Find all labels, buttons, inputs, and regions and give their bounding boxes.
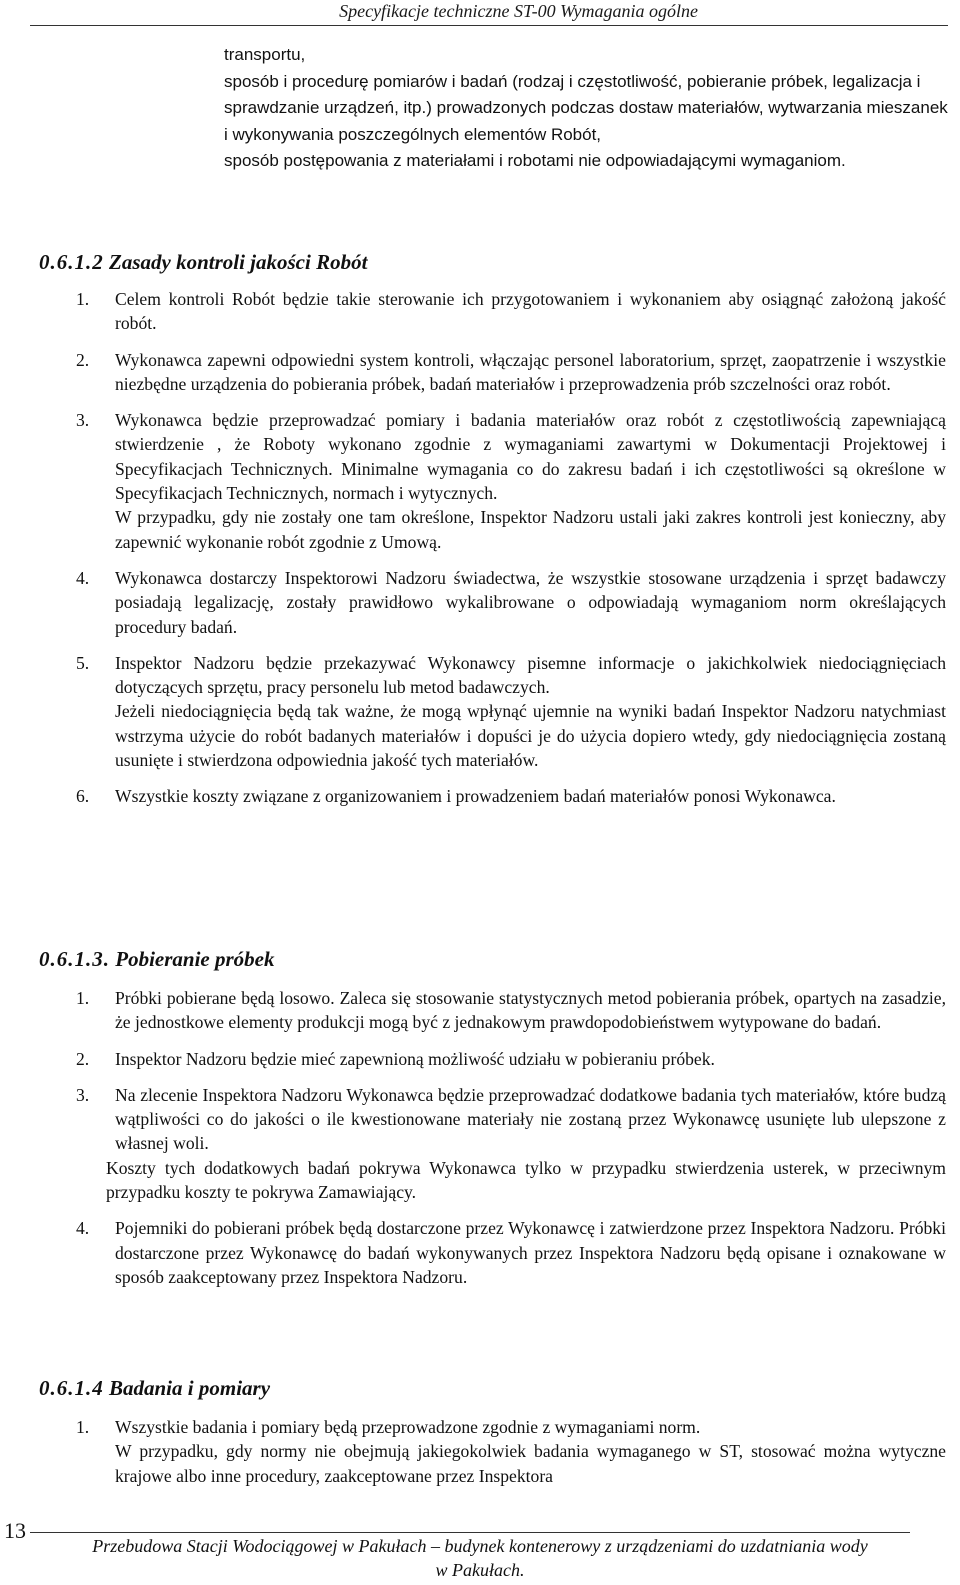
list-item: [76, 651, 946, 772]
header-rule: [30, 25, 948, 26]
intro-line: sposób i procedurę pomiarów i badań (rodzaj i częstotliwość, pobieranie próbek, legalizacja i sprawdzanie urządzeń, itp.) prowadzonych podczas dostaw materiałów, wytwarzania mieszanek i wykonywania poszczególnych elementów Robót,: [224, 71, 948, 144]
list-item: [76, 1415, 946, 1488]
section-list: [76, 986, 946, 1289]
item-number: 4.: [76, 1218, 90, 1239]
section-heading: [39, 947, 274, 972]
item-text: W przypadku, gdy nie zostały one tam określone, Inspektor Nadzoru ustali jaki zakres kontroli jest konieczny, aby zapewnić wykonanie robót zgodnie z Umową.: [115, 507, 946, 552]
item-number: 2.: [76, 349, 90, 370]
item-text: Inspektor Nadzoru będzie przekazywać Wykonawcy pisemne informacje o jakichkolwiek niedociągnięciach dotyczących sprzętu, pracy personelu lub metod badawczych.: [115, 652, 946, 698]
item-text: Wszystkie badania i pomiary będą przeprowadzone zgodnie z wymaganiami norm.: [115, 1417, 701, 1437]
list-item: [76, 1083, 946, 1204]
section-title: Badania i pomiary: [109, 1376, 271, 1400]
section-heading: [39, 1376, 270, 1401]
intro-line: sposób postępowania z materiałami i robotami nie odpowiadającymi wymaganiom.: [224, 151, 846, 170]
item-number: 3.: [76, 1084, 90, 1105]
list-item: [76, 348, 946, 397]
item-text: Koszty tych dodatkowych badań pokrywa Wykonawca tylko w przypadku stwierdzenia usterek, w przeciwnym przypadku koszty te pokrywa Zamawiający.: [106, 1157, 946, 1203]
footer-line: Przebudowa Stacji Wodociągowej w Pakułach – budynek kontenerowy z urządzeniami do uzdatniania wody: [92, 1536, 868, 1556]
footer-line: w Pakułach.: [435, 1560, 525, 1580]
section-number: 0.6.1.2: [39, 250, 104, 274]
item-text: Próbki pobierane będą losowo. Zaleca się stosowanie statystycznych metod pobierania próbek, opartych na zasadzie, że jednostkowe elementy produkcji mogą być z jednakowym prawdopodobieństwem wytypowane do badań.: [115, 988, 946, 1033]
item-text: Wykonawca dostarczy Inspektorowi Nadzoru świadectwa, że wszystkie stosowane urządzenia i sprzęt badawczy posiadają legalizację, zostały prawidłowo wykalibrowane o odpowiadają wymaganiom norm określających procedury badań.: [115, 567, 946, 637]
item-number: 5.: [76, 652, 90, 673]
list-item: [76, 287, 946, 336]
item-number: 6.: [76, 786, 90, 807]
item-text: Jeżeli niedociągnięcia będą tak ważne, że mogą wpłynąć ujemnie na wyniki badań Inspektor Nadzoru natychmiast wstrzyma użycie do robót badanych materiałów i dopuści je do użycia dopiero wtedy, gdy niedociągnięcia zostaną usunięte i stwierdzona odpowiednia jakość tych materiałów.: [115, 701, 946, 771]
item-text: Wykonawca będzie przeprowadzać pomiary i badania materiałów oraz robót z częstotliwością zapewniającą stwierdzenie , że Roboty wykonano zgodnie z wymaganiami zawartymi w Dokumentacji Projektowej i Specyfikacjach Technicznych. Minimalne wymagania co do zakresu badań i ich częstotliwości są określone w Specyfikacjach Technicznych, normach i wytycznych.: [115, 410, 946, 504]
list-item: [76, 784, 946, 808]
section-title: Pobieranie próbek: [115, 947, 275, 971]
intro-block: [224, 42, 952, 175]
list-item: [76, 986, 946, 1035]
list-item: [76, 1216, 946, 1289]
item-text: Pojemniki do pobierani próbek będą dostarczone przez Wykonawcę i zatwierdzone przez Inspektora Nadzoru. Próbki dostarczone przez Wykonawcę do badań wykonywanych przez Inspektora Nadzoru będą opisane i oznakowane w sposób zaakceptowany przez Inspektora Nadzoru.: [115, 1218, 946, 1287]
item-text: W przypadku, gdy normy nie obejmują jakiegokolwiek badania wymaganego w ST, stosować można wytyczne krajowe albo inne procedury, zaakceptowane przez Inspektora: [115, 1441, 946, 1486]
item-number: 1.: [76, 289, 90, 309]
item-text: Na zlecenie Inspektora Nadzoru Wykonawca będzie przeprowadzać dodatkowe badania tych materiałów, które budzą wątpliwości co do jakości o ile kwestionowane materiały nie zostaną przez Wykonawcę usunięte lub ulepszone z własnej woli.: [115, 1084, 946, 1154]
list-item: [76, 566, 946, 639]
page-number: 13: [4, 1518, 26, 1543]
item-text: Wszystkie koszty związane z organizowaniem i prowadzeniem badań materiałów ponosi Wykonawca.: [115, 786, 836, 807]
footer-rule: [30, 1532, 910, 1533]
section-number: 0.6.1.4: [39, 1376, 104, 1400]
item-number: 1.: [76, 988, 90, 1008]
item-number: 1.: [76, 1417, 90, 1437]
item-text: Celem kontroli Robót będzie takie sterowanie ich przygotowaniem i wykonaniem aby osiągnąć założoną jakość robót.: [115, 289, 946, 334]
intro-line: transportu,: [224, 45, 306, 64]
section-heading: [39, 250, 367, 275]
item-number: 3.: [76, 410, 90, 431]
section-number: 0.6.1.3.: [39, 947, 110, 971]
item-text: Inspektor Nadzoru będzie mieć zapewnioną możliwość udziału w pobieraniu próbek.: [115, 1048, 715, 1069]
item-number: 4.: [76, 567, 90, 588]
section-list: [76, 287, 946, 809]
item-text: Wykonawca zapewni odpowiedni system kontroli, włączając personel laboratorium, sprzęt, zaopatrzenie i wszystkie niezbędne urządzenia do pobierania próbek, badań materiałów i przeprowadzenia prób szczelności oraz robót.: [115, 349, 946, 394]
header-title: Specyfikacje techniczne ST-00 Wymagania ogólne: [339, 1, 698, 21]
section-title: Zasady kontroli jakości Robót: [109, 250, 368, 274]
page-header: [0, 0, 960, 24]
item-number: 2.: [76, 1048, 90, 1069]
list-item: [76, 1047, 946, 1071]
section-list: [76, 1415, 946, 1488]
list-item: [76, 408, 946, 554]
